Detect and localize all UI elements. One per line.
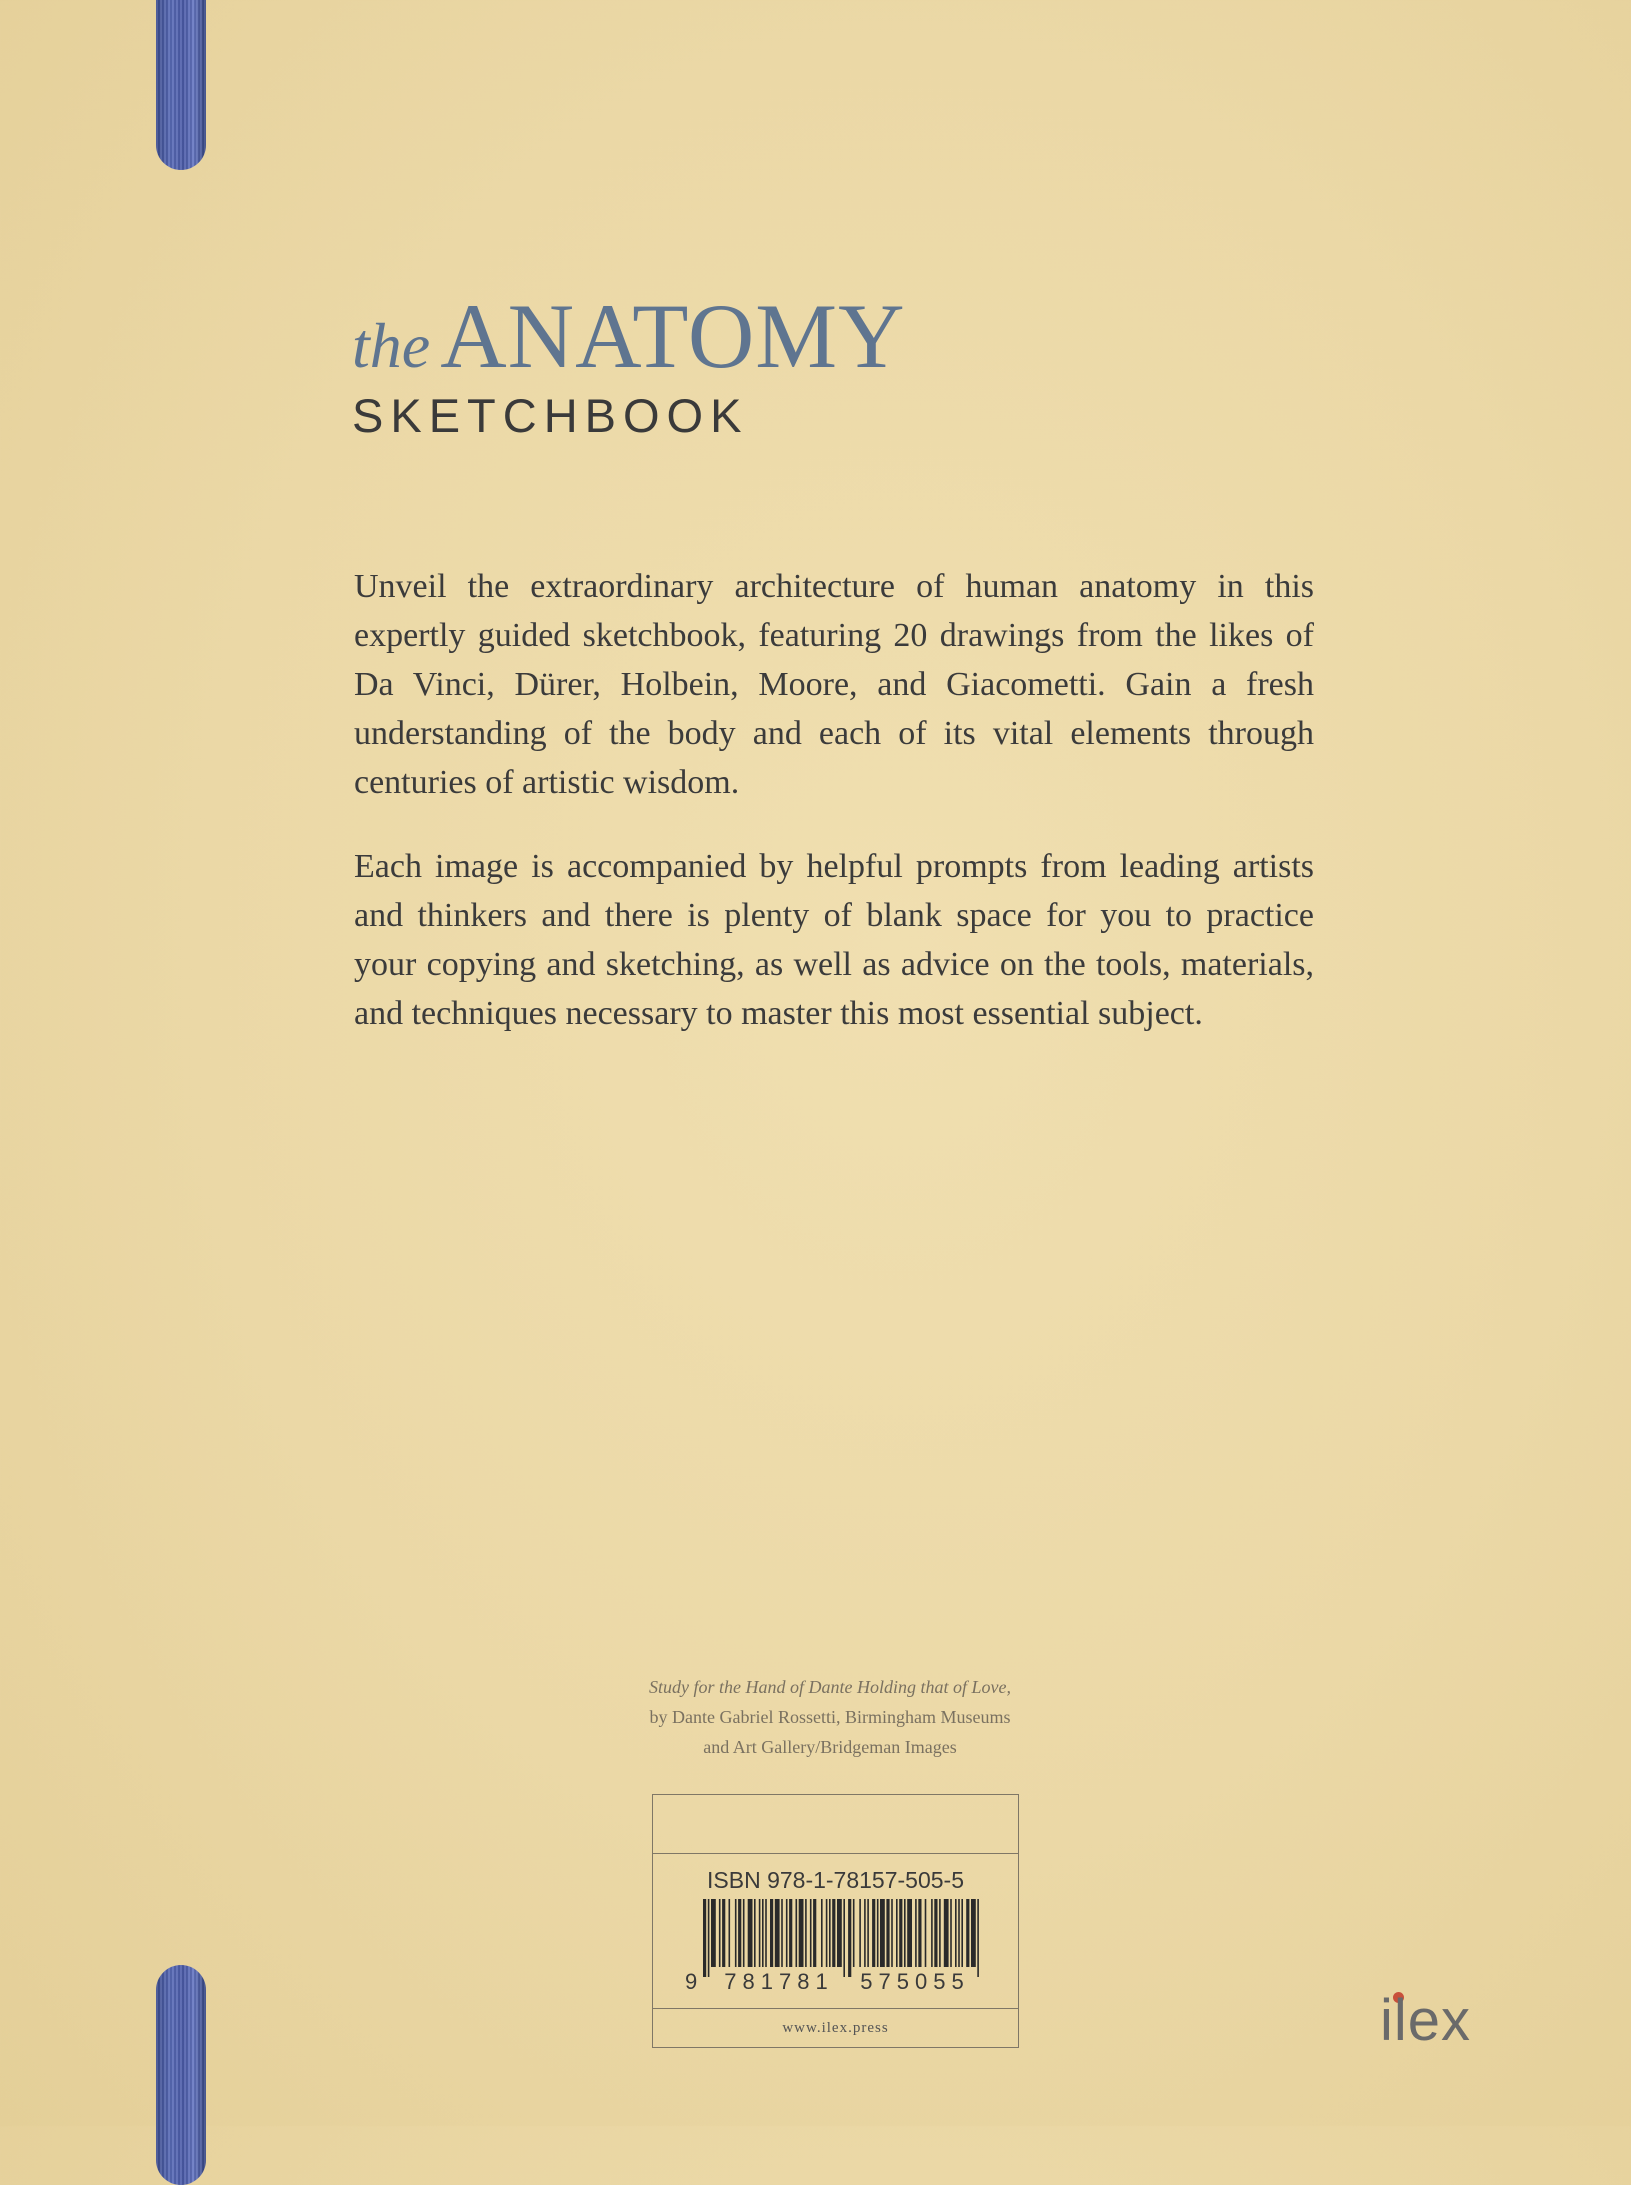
barcode-bar (789, 1899, 792, 1967)
barcode-bar (805, 1899, 807, 1967)
barcode-bar (770, 1899, 773, 1967)
isbn-label: ISBN 978-1-78157-505-5 (707, 1867, 964, 1893)
barcode-bar (950, 1899, 952, 1967)
barcode-bar (781, 1899, 783, 1967)
barcode-bar (955, 1899, 957, 1967)
barcode-bar (765, 1899, 767, 1967)
barcode-bar (971, 1899, 976, 1967)
barcode-bar (738, 1899, 741, 1967)
barcode-bar (703, 1899, 706, 1977)
barcode-bar (708, 1899, 710, 1977)
barcode-bar (907, 1899, 912, 1967)
publisher-logo: ilex (1380, 1988, 1472, 2053)
elastic-band-top (156, 0, 206, 170)
barcode-bar (904, 1899, 906, 1967)
barcode-bar (918, 1899, 921, 1967)
barcode-bar (944, 1899, 949, 1967)
barcode-box-top-row (653, 1795, 1018, 1854)
barcode-bar (877, 1899, 879, 1967)
barcode-bar (829, 1899, 831, 1967)
barcode-bar (939, 1899, 941, 1967)
barcode-bar (759, 1899, 761, 1967)
barcode-bar (934, 1899, 937, 1967)
title-prefix: the (352, 310, 431, 381)
barcode-bar (867, 1899, 869, 1967)
book-title (352, 285, 906, 443)
caption-line-1: Study for the Hand of Dante Holding that of Love, (649, 1677, 1011, 1697)
barcode-bar (821, 1899, 823, 1967)
barcode-box (652, 1794, 1019, 2048)
description-paragraph-1: Unveil the extraordinary architecture of human anatomy in this expertly guided sketchbook, featuring 20 drawings from the likes of Da Vinci, Dürer, Holbein, Moore, and Giacometti. Gain a fresh understanding of the body and each of its vital elements through centuries of artistic wisdom. (354, 568, 1314, 801)
barcode-bar (853, 1899, 855, 1967)
barcode-bar (848, 1899, 851, 1977)
barcode-bar (899, 1899, 902, 1967)
barcode-bars (703, 1899, 979, 1977)
barcode-bar (810, 1899, 812, 1967)
barcode-bar (775, 1899, 780, 1967)
barcode-bar (719, 1899, 721, 1967)
elastic-band-bottom (156, 1965, 206, 2185)
barcode-bar (729, 1899, 731, 1967)
barcode-bar (966, 1899, 969, 1967)
barcode-bar (799, 1899, 804, 1967)
barcode-bar (925, 1899, 927, 1967)
barcode-bar (958, 1899, 960, 1967)
barcode-lead-digit: 9 (685, 1969, 698, 1994)
ean-barcode (679, 1899, 991, 1995)
barcode-bar (880, 1899, 885, 1967)
publisher-url: www.ilex.press (653, 2008, 1018, 2047)
barcode-bar (832, 1899, 835, 1967)
barcode-bar (796, 1899, 798, 1967)
barcode-bar (977, 1899, 979, 1977)
barcode-bar (961, 1899, 963, 1967)
barcode-bar (891, 1899, 893, 1967)
barcode-bar (872, 1899, 875, 1967)
barcode-bar (837, 1899, 842, 1967)
title-main: ANATOMY (440, 285, 906, 387)
barcode-bar (754, 1899, 756, 1967)
barcode-bar (896, 1899, 898, 1967)
barcode-bar (743, 1899, 745, 1967)
barcode-bar (762, 1899, 764, 1967)
barcode-bar (915, 1899, 917, 1967)
barcode-bar (722, 1899, 725, 1967)
description-paragraph-2: Each image is accompanied by helpful prompts from leading artists and thinkers and there is plenty of blank space for you to practice your copying and sketching, as well as advice on the tools, materials, and techniques necessary to master this most essential subject. (354, 848, 1314, 1032)
caption-line-2: by Dante Gabriel Rossetti, Birmingham Museums (649, 1707, 1011, 1727)
barcode-bar (826, 1899, 828, 1967)
barcode-digits-left: 781781 (724, 1969, 834, 1994)
caption-line-3: and Art Gallery/Bridgeman Images (703, 1737, 957, 1757)
barcode-bar (859, 1899, 861, 1967)
barcode-digits-right: 575055 (860, 1969, 970, 1994)
image-credit-caption (560, 1672, 1100, 1762)
barcode-bar (786, 1899, 788, 1967)
barcode-bar (813, 1899, 816, 1967)
barcode-bar (931, 1899, 933, 1967)
barcode-bar (864, 1899, 866, 1967)
barcode-bar (748, 1899, 753, 1967)
barcode-bar (843, 1899, 845, 1977)
barcode-bar (711, 1899, 716, 1967)
title-sub: SKETCHBOOK (352, 389, 749, 442)
barcode-bar (886, 1899, 889, 1967)
barcode-bar (735, 1899, 737, 1967)
